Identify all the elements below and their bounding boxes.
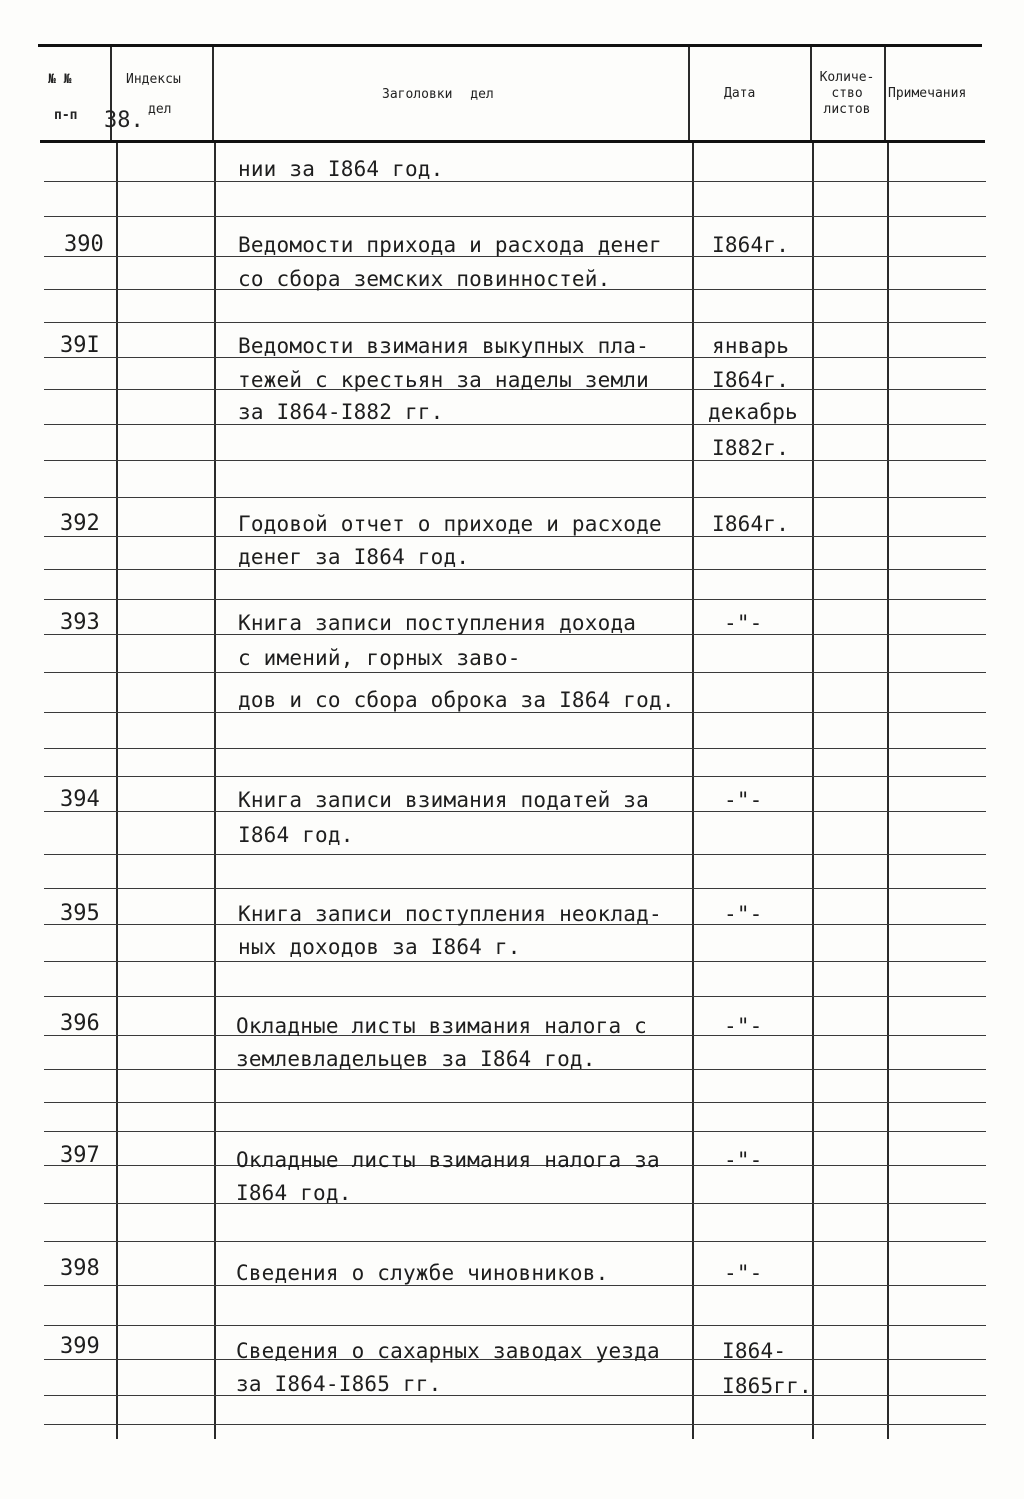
entry-number: 392 (60, 511, 100, 536)
entry-title-line: Книга записи поступления дохода (238, 611, 637, 635)
header-num-label-1: № № (48, 72, 72, 87)
continuation-text: нии за I864 год. (238, 157, 444, 181)
ruled-line (44, 1131, 986, 1132)
ruled-line (44, 961, 986, 962)
header-date-label: Дата (724, 86, 756, 101)
entry-title-line: Ведомости прихода и расхода денег (238, 233, 662, 257)
entry-title-line: дов и со сбора оброка за I864 год. (238, 688, 675, 712)
entry-number: 399 (60, 1334, 100, 1359)
ruled-line (44, 1395, 986, 1396)
header-count-label-2: ство (831, 86, 863, 101)
header-index-label-1: Индексы (126, 72, 181, 87)
entry-number: 398 (60, 1256, 100, 1281)
ruled-line (44, 569, 986, 570)
body-divider-5 (887, 143, 889, 1439)
ruled-line (44, 996, 986, 997)
entry-title-line: тежей с крестьян за наделы земли (238, 368, 649, 392)
body-divider-4 (812, 143, 814, 1439)
body-divider-2 (214, 143, 216, 1439)
header-count-label-1: Количе- (819, 70, 875, 85)
entry-number: 395 (60, 901, 100, 926)
ruled-line (44, 460, 986, 461)
header-count-label-3: листов (823, 102, 871, 117)
entry-date: -"- (724, 902, 763, 926)
header-bottom-rule (40, 140, 985, 143)
top-rule (38, 44, 982, 47)
entry-title-line: со сбора земских повинностей. (238, 267, 611, 291)
entry-title-line: за I864-I882 гг. (238, 400, 444, 424)
entry-date: I864- (722, 1339, 787, 1363)
entry-number: 396 (60, 1011, 100, 1036)
entry-title-line: Ведомости взимания выкупных пла- (238, 334, 649, 358)
body-divider-1 (116, 143, 118, 1439)
ruled-line (44, 497, 986, 498)
ruled-line (44, 888, 986, 889)
entry-title-line: с имений, горных заво- (238, 646, 521, 670)
header-divider-3 (688, 47, 690, 140)
entry-title-line: Книга записи поступления неоклад- (238, 902, 662, 926)
entry-date: I864г. (712, 368, 790, 392)
ruled-line (44, 599, 986, 600)
entry-number: 397 (60, 1143, 100, 1168)
entry-title-line: Сведения о службе чиновников. (236, 1261, 609, 1285)
entry-title-line: Годовой отчет о приходе и расходе (238, 512, 662, 536)
entry-date: I882г. (712, 436, 790, 460)
header-sheet-stamp: 38. (104, 108, 144, 133)
ruled-line (44, 322, 986, 323)
entry-title-line: I864 год. (236, 1181, 352, 1205)
entry-title-line: землевладельцев за I864 год. (236, 1047, 596, 1071)
entry-date: декабрь (708, 400, 798, 424)
entry-date: -"- (724, 1014, 763, 1038)
header-notes-label: Примечания (888, 86, 967, 101)
entry-title-line: денег за I864 год. (238, 545, 470, 569)
ruled-line (44, 672, 986, 673)
ruled-line (44, 181, 986, 182)
entry-date: январь (712, 334, 790, 358)
ruled-line (44, 1102, 986, 1103)
entry-date: -"- (724, 1148, 763, 1172)
entry-title-line: I864 год. (238, 823, 354, 847)
ruled-line (44, 1203, 986, 1204)
ruled-line (44, 1325, 986, 1326)
entry-title-line: Окладные листы взимания налога с (236, 1014, 647, 1038)
entry-number: 394 (60, 787, 100, 812)
entry-date: -"- (724, 611, 763, 635)
ruled-line (44, 748, 986, 749)
header-num-label-2: п-п (54, 108, 78, 123)
entry-title-line: Сведения о сахарных заводах уезда (236, 1339, 660, 1363)
entry-date: -"- (724, 1261, 763, 1285)
body-divider-3 (692, 143, 694, 1439)
entry-title-line: Книга записи взимания податей за (238, 788, 649, 812)
ruled-line (44, 424, 986, 425)
ruled-line (44, 1241, 986, 1242)
header-title-label: Заголовки дел (382, 87, 494, 102)
entry-number: 39I (60, 333, 100, 358)
header-index-label-2: дел (148, 102, 172, 117)
entry-date: I864г. (712, 233, 790, 257)
entry-title-line: за I864-I865 гг. (236, 1372, 442, 1396)
ruled-line (44, 1424, 986, 1425)
ruled-line (44, 776, 986, 777)
entry-date: -"- (724, 788, 763, 812)
entry-number: 393 (60, 610, 100, 635)
header-divider-2 (212, 47, 214, 140)
ruled-line (44, 216, 986, 217)
entry-title-line: ных доходов за I864 г. (238, 935, 521, 959)
entry-title-line: Окладные листы взимания налога за (236, 1148, 660, 1172)
entry-number: 390 (64, 232, 104, 257)
header-divider-5 (884, 47, 886, 140)
ruled-line (44, 854, 986, 855)
entry-date: I864г. (712, 512, 790, 536)
entry-date: I865гг. (722, 1374, 812, 1398)
